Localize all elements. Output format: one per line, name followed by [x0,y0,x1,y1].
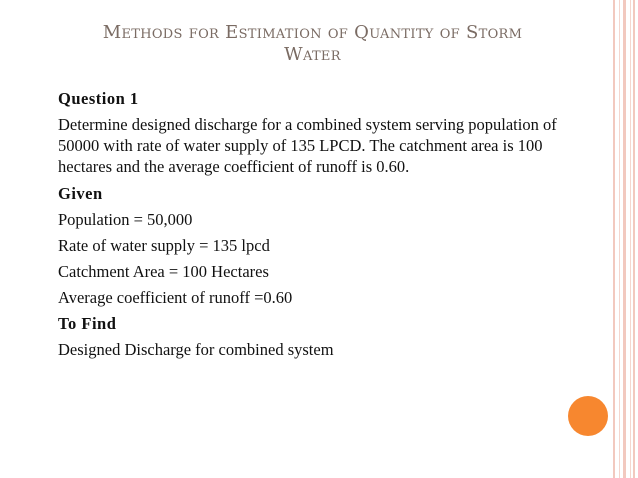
decorative-stripe [619,0,620,478]
given-item-population: Population = 50,000 [58,210,193,229]
decorative-circle [568,396,608,436]
decorative-stripe [613,0,615,478]
slide-title-line-1: Methods for Estimation of Quantity of Storm [102,22,523,43]
given-item-catchment-area: Catchment Area = 100 Hectares [58,262,269,281]
decorative-stripe [623,0,626,478]
to-find-text: Designed Discharge for combined system [58,340,334,359]
question-text: Determine designed discharge for a combined system serving population of 50000 with rate of water supply of 135 LPCD. The catchment area is 100 hectares and the average coefficient of runoff is 0.60. [58,115,557,176]
slide-content [58,88,588,365]
given-heading: Given [58,184,103,203]
question-heading: Question 1 [58,89,139,108]
decorative-stripe [630,0,631,478]
given-item-runoff-coefficient: Average coefficient of runoff =0.60 [58,288,293,307]
decorative-stripe [633,0,635,478]
slide-title-line-2: Water [284,44,341,65]
to-find-heading: To Find [58,314,117,333]
given-item-water-supply: Rate of water supply = 135 lpcd [58,236,270,255]
slide-title [20,22,605,66]
